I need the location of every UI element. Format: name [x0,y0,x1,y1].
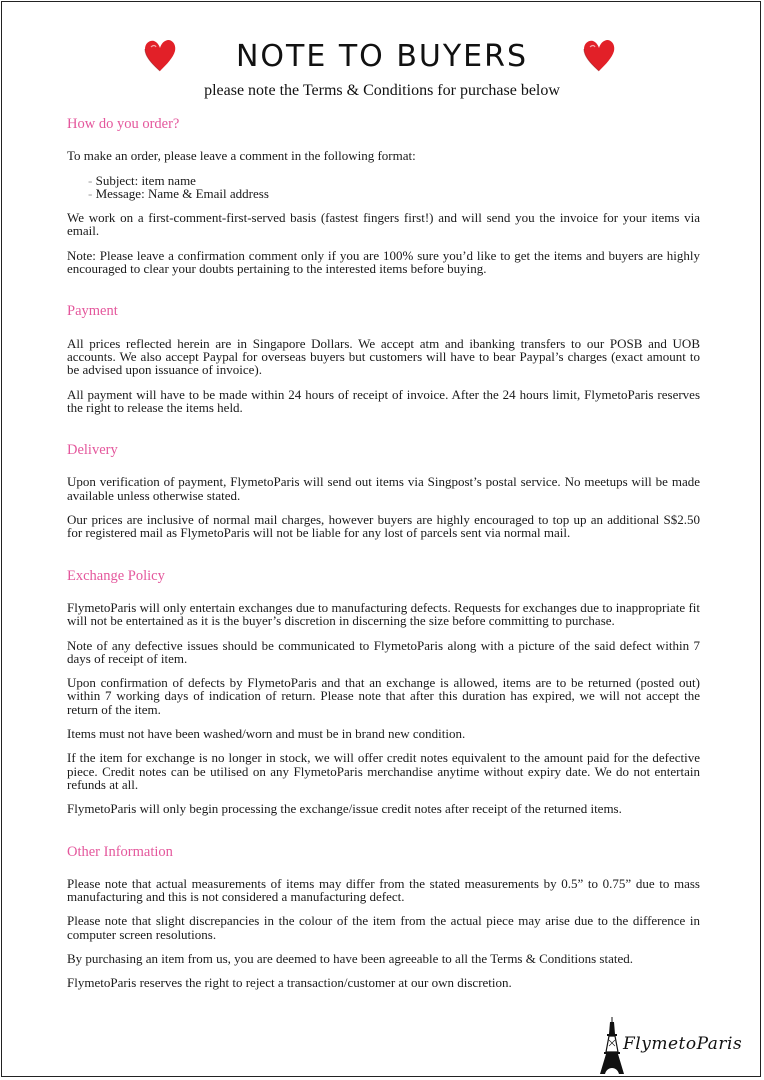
paragraph: All payment will have to be made within 24 hours of receipt of invoice. After the 24 hours limit, FlymetoParis reserves the right to release the items held. [67,386,700,415]
section-heading: How do you order? [67,116,180,132]
section-how-to-order [67,118,700,275]
paragraph: Items must not have been washed/worn and must be in brand new condition. [67,726,466,742]
section-heading: Payment [67,303,118,320]
list-item: - Subject: item name [88,174,700,187]
page-subtitle: please note the Terms & Conditions for purchase below [204,82,560,99]
section-exchange-policy [67,567,700,817]
paragraph: FlymetoParis reserves the right to reject a transaction/customer at our own discretion. [67,975,512,991]
brand-logo [597,1016,743,1076]
section-heading: Other Information [67,843,173,860]
paragraph: If the item for exchange is no longer in stock, we will offer credit notes equivalent to the amount paid for the defective piece. Credit notes can be utilised on any FlymetoParis merchandise anytime without expiry date. We do not entertain refunds at all. [67,750,700,792]
paragraph: We work on a first-comment-first-served basis (fastest fingers first!) and will send you the invoice for your items via email. [67,210,700,239]
heart-icon [582,38,616,74]
list-item: - Message: Name & Email address [88,187,700,200]
paragraph: FlymetoParis will only begin processing the exchange/issue credit notes after receipt of the returned items. [67,801,622,817]
title-row [0,34,764,80]
terms-content [67,118,700,1020]
paragraph: Upon confirmation of defects by FlymetoParis and that an exchange is allowed, items are to be returned (posted out) within 7 working days of indication of return. Please note that after this duration has expired, we will not accept the return of the item. [67,675,700,717]
section-delivery [67,444,700,539]
section-payment [67,305,700,414]
paragraph: Please note that actual measurements of items may differ from the stated measurements by 0.5” to 0.75” due to mass manufacturing and this is not considered a manufacturing defect. [67,875,700,905]
section-heading: Delivery [67,442,118,459]
page-title: NOTE TO BUYERS [235,39,529,74]
paragraph: All prices reflected herein are in Singapore Dollars. We accept atm and ibanking transfers to our POSB and UOB accounts. We also accept Paypal for overseas buyers but customers will have to bear Paypal’s charges (exact amount to be advised upon issuance of invoice). [67,335,700,378]
paragraph: Please note that slight discrepancies in the colour of the item from the actual piece may arise due to the difference in computer screen resolutions. [67,913,700,942]
paragraph: Our prices are inclusive of normal mail charges, however buyers are highly encouraged to top up an additional S$2.50 for registered mail as FlymetoParis will not be liable for any lost of parcels sent via normal mail. [67,512,700,541]
paragraph: Note: Please leave a confirmation comment only if you are 100% sure you’d like to get the items and buyers are highly encouraged to clear your doubts pertaining to the interested items before buying. [67,247,700,277]
order-format-list [67,174,700,201]
paragraph: By purchasing an item from us, you are deemed to have been agreeable to all the Terms & Conditions stated. [67,950,633,966]
paragraph: Upon verification of payment, FlymetoParis will send out items via Singpost’s postal service. No meetups will be made available unless otherwise stated. [67,474,700,503]
section-heading: Exchange Policy [67,567,165,584]
logo-text: FlymetoParis [623,1034,743,1054]
paragraph: FlymetoParis will only entertain exchanges due to manufacturing defects. Requests for exchanges due to inappropriate fit will not be entertained as it is the buyer’s discretion in discerning the size before committing to purchase. [67,599,700,629]
section-other-information [67,843,700,991]
paragraph: To make an order, please leave a comment in the following format: [67,148,416,164]
paragraph: Note of any defective issues should be communicated to FlymetoParis along with a picture of the said defect within 7 days of receipt of item. [67,637,700,666]
